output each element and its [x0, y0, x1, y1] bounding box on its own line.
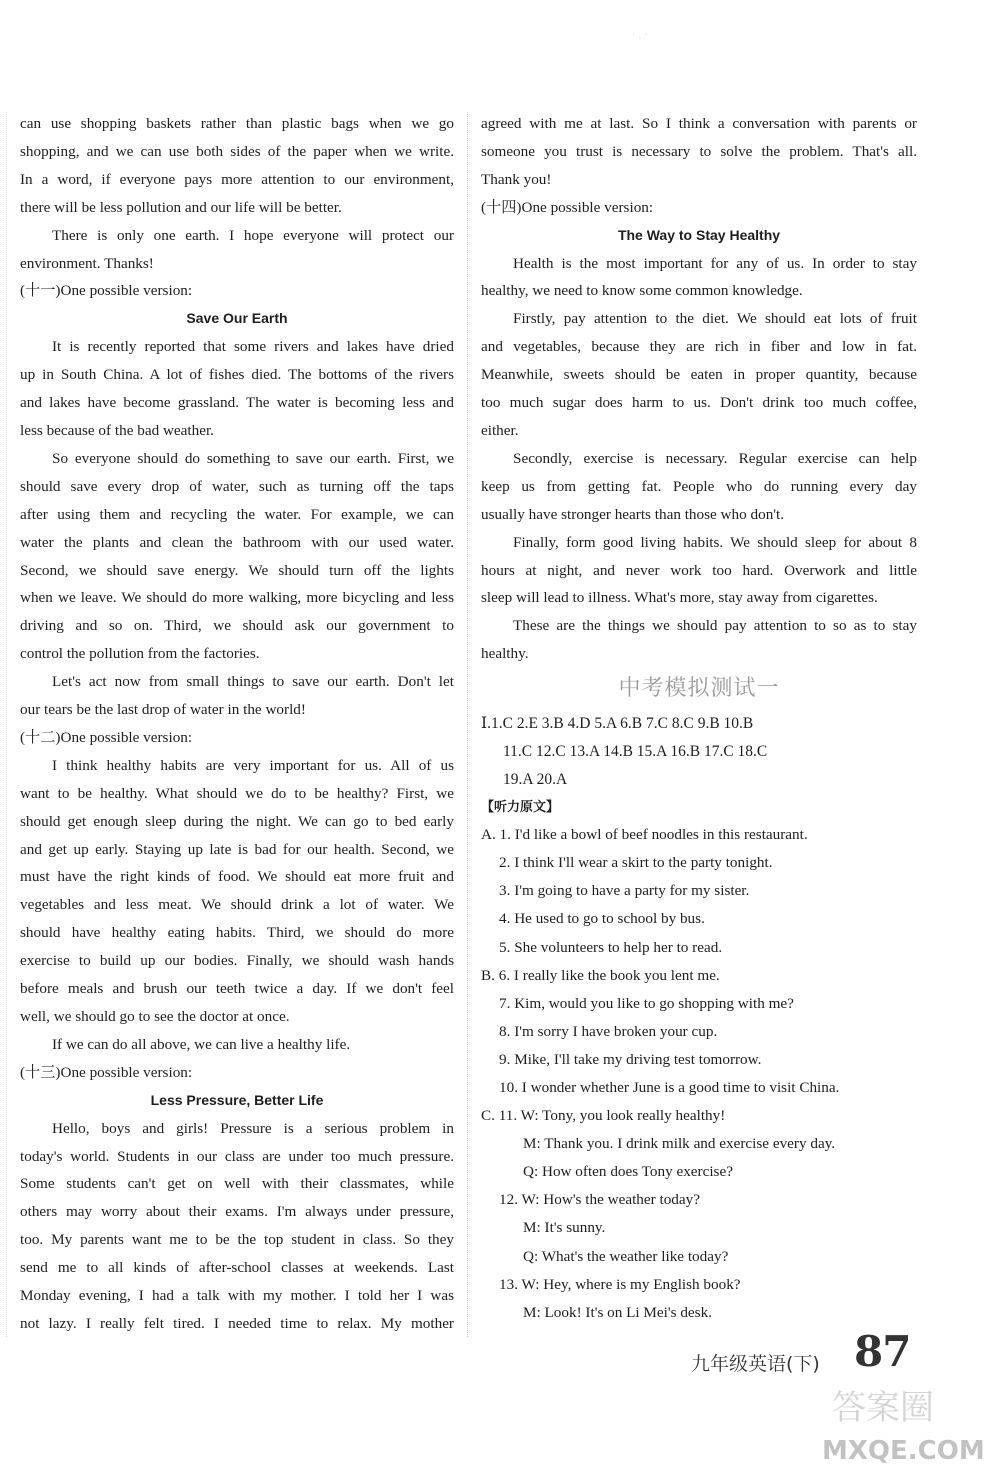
text-line: someone you trust is necessary to solve the problem. That's all. — [481, 142, 917, 160]
text-line: hours at night, and never work too hard. Overwork and little — [481, 561, 917, 579]
text-line: keep us from getting fat. People who do running every day — [481, 477, 917, 495]
transcript-line: 4. He used to go to school by bus. — [499, 910, 705, 928]
text-line: want to be healthy. What should we do to be healthy? First, we — [20, 784, 454, 802]
text-line: either. — [481, 421, 519, 439]
text-line: water the plants and clean the bathroom with our used water. — [20, 533, 454, 551]
text-line: not lazy. I really felt tired. I needed time to relax. My mother — [20, 1314, 454, 1332]
text-line: environment. Thanks! — [20, 254, 154, 272]
transcript-line: 10. I wonder whether June is a good time to visit China. — [499, 1078, 840, 1096]
text-line: and lakes have become grassland. The water is becoming less and — [20, 394, 454, 412]
text-line: must have the right kinds of food. We should eat more fruit and — [20, 868, 454, 886]
answer-line: 19.A 20.A — [503, 771, 568, 789]
text-line: Let's act now from small things to save our earth. Don't let — [52, 673, 454, 691]
paragraph — [20, 668, 454, 724]
text-line: should get enough sleep during the night. We can go to bed early — [20, 812, 454, 830]
text-line: If we can do all above, we can live a healthy life. — [52, 1035, 351, 1053]
transcript-line: M: It's sunny. — [523, 1219, 606, 1237]
text-line: Health is the most important for any of us. In order to stay — [513, 254, 917, 272]
text-line: Thank you! — [481, 170, 552, 188]
paragraph — [20, 752, 454, 1031]
paragraph — [481, 445, 917, 529]
essay-title: The Way to Stay Healthy — [617, 226, 781, 243]
text-line: control the pollution from the factories. — [20, 645, 260, 663]
text-line: today's world. Students in our class are under too much pressure. — [20, 1147, 454, 1165]
paragraph — [481, 110, 917, 194]
text-line: less because of the bad weather. — [20, 421, 214, 439]
text-line: and get up early. Staying up late is bad for our health. Second, we — [20, 840, 454, 858]
text-line: These are the things we should pay attention to so as to stay — [513, 617, 917, 635]
answer-line: 11.C 12.C 13.A 14.B 15.A 16.B 17.C 18.C — [503, 743, 768, 761]
text-line: Monday evening, I had a talk with my mother. I told her I was — [20, 1287, 454, 1305]
paragraph — [481, 529, 917, 613]
paragraph — [20, 110, 454, 222]
text-line: driving and so on. Third, we should ask our government to — [20, 617, 454, 635]
section-label: (十三)One possible version: — [20, 1063, 193, 1081]
paragraph — [20, 1031, 454, 1059]
left-column — [20, 110, 454, 1338]
essay-title: Save Our Earth — [186, 310, 288, 327]
transcript-line: 3. I'm going to have a party for my sister. — [499, 882, 750, 900]
text-line: there will be less pollution and our life will be better. — [20, 198, 342, 216]
section-label: (十二)One possible version: — [20, 728, 193, 746]
text-line: Hello, boys and girls! Pressure is a serious problem in — [52, 1119, 454, 1137]
text-line: Some students can't get on well with their classmates, while — [20, 1175, 454, 1193]
transcript-line: 2. I think I'll wear a skirt to the party tonight. — [499, 854, 773, 872]
text-line: can use shopping baskets rather than plastic bags when we go — [20, 115, 454, 132]
text-line: Secondly, exercise is necessary. Regular exercise can help — [513, 449, 917, 467]
text-line: vegetables and less meat. We should drink a lot of water. We — [20, 896, 454, 914]
transcript-line: Q: What's the weather like today? — [523, 1247, 729, 1265]
text-line: when we leave. We should do more walking, more bicycling and less — [20, 589, 454, 607]
text-line: send me to all kinds of after-school classes at weekends. Last — [20, 1259, 454, 1277]
section-label: (十一)One possible version: — [20, 282, 193, 300]
essay-title: Less Pressure, Better Life — [150, 1091, 324, 1108]
transcript-line: M: Thank you. I drink milk and exercise every day. — [523, 1135, 836, 1153]
scan-speck: · . · — [632, 30, 648, 41]
watermark-chars: 答案圈 — [832, 1388, 934, 1428]
text-line: our tears be the last drop of water in the world! — [20, 701, 306, 719]
transcript-line: C. 11. W: Tony, you look really healthy! — [481, 1107, 726, 1125]
transcript-line: 7. Kim, would you like to go shopping with me? — [499, 994, 794, 1012]
transcript-line: 8. I'm sorry I have broken your cup. — [499, 1022, 718, 1040]
text-line: too much sugar does harm to us. Don't drink too much coffee, — [481, 394, 917, 412]
transcript-line: M: Look! It's on Li Mei's desk. — [523, 1303, 712, 1321]
transcript-line: B. 6. I really like the book you lent me. — [481, 966, 720, 984]
paragraph — [481, 305, 917, 445]
text-line: after using them and recycling the water. For example, we can — [20, 505, 454, 523]
text-line: I think healthy habits are very important for us. All of us — [52, 756, 454, 774]
listening-transcript — [481, 821, 917, 1327]
paragraph — [20, 1115, 454, 1338]
watermark-text: MXQE.COM — [822, 1436, 985, 1466]
text-line: So everyone should do something to save our earth. First, we — [52, 449, 454, 467]
answer-line: Ⅰ.1.C 2.E 3.B 4.D 5.A 6.B 7.C 8.C 9.B 10.B — [481, 715, 754, 733]
transcript-line: Q: How often does Tony exercise? — [523, 1163, 733, 1181]
paragraph — [481, 250, 917, 306]
text-line: Second, we should save energy. We should turn off the lights — [20, 561, 454, 579]
left-margin-rule — [6, 112, 7, 1337]
text-line: too. My parents want me to be the top student in class. So they — [20, 1231, 454, 1249]
text-line: should have healthy eating habits. Third, we should do more — [20, 924, 454, 942]
answer-key — [481, 710, 917, 794]
page-number: 87 — [854, 1327, 911, 1376]
book-label: 九年级英语(下) — [691, 1353, 820, 1375]
transcript-line: 9. Mike, I'll take my driving test tomorrow. — [499, 1050, 762, 1068]
listening-label: 【听力原文】 — [481, 800, 560, 816]
text-line: up in South China. A lot of fishes died. The bottoms of the rivers — [20, 366, 454, 384]
text-line: others may worry about their exams. I'm always under pressure, — [20, 1203, 454, 1221]
text-line: Finally, form good living habits. We should sleep for about 8 — [513, 533, 917, 551]
text-line: healthy, we need to know some common knowledge. — [481, 282, 803, 300]
text-line: sleep will lead to illness. What's more, stay away from cigarettes. — [481, 589, 878, 607]
text-line: In a word, if everyone pays more attention to our environment, — [20, 170, 454, 188]
text-line: and vegetables, because they are rich in fiber and low in fat. — [481, 338, 917, 356]
transcript-line: 5. She volunteers to help her to read. — [499, 938, 723, 956]
paragraph — [20, 445, 454, 668]
text-line: Meanwhile, sweets should be eaten in proper quantity, because — [481, 366, 917, 384]
text-line: usually have stronger hearts than those who don't. — [481, 505, 785, 523]
transcript-line: 13. W: Hey, where is my English book? — [499, 1275, 741, 1293]
watermark-logo — [822, 1378, 987, 1466]
right-column — [481, 110, 917, 1327]
text-line: shopping, and we can use both sides of the paper when we write. — [20, 142, 454, 160]
section-label: (十四)One possible version: — [481, 198, 654, 216]
transcript-line: 12. W: How's the weather today? — [499, 1191, 700, 1209]
paragraph — [20, 333, 454, 445]
column-divider — [467, 112, 468, 1337]
exam-heading: 中考模拟测试一 — [618, 676, 780, 702]
text-line: Firstly, pay attention to the diet. We should eat lots of fruit — [513, 310, 917, 328]
text-line: agreed with me at last. So I think a conversation with parents or — [481, 115, 917, 132]
paragraph — [20, 222, 454, 278]
text-line: should save every drop of water, such as turning off the taps — [20, 477, 454, 495]
text-line: well, we should go to see the doctor at once. — [20, 1008, 290, 1025]
text-line: It is recently reported that some rivers and lakes have dried — [52, 338, 454, 356]
text-line: before meals and brush our teeth twice a day. If we don't feel — [20, 980, 454, 998]
text-line: There is only one earth. I hope everyone will protect our — [52, 226, 454, 244]
text-line: exercise to build up our bodies. Finally, we should wash hands — [20, 952, 454, 970]
transcript-line: A. 1. I'd like a bowl of beef noodles in this restaurant. — [481, 826, 808, 844]
paragraph — [481, 612, 917, 668]
text-line: healthy. — [481, 645, 529, 663]
